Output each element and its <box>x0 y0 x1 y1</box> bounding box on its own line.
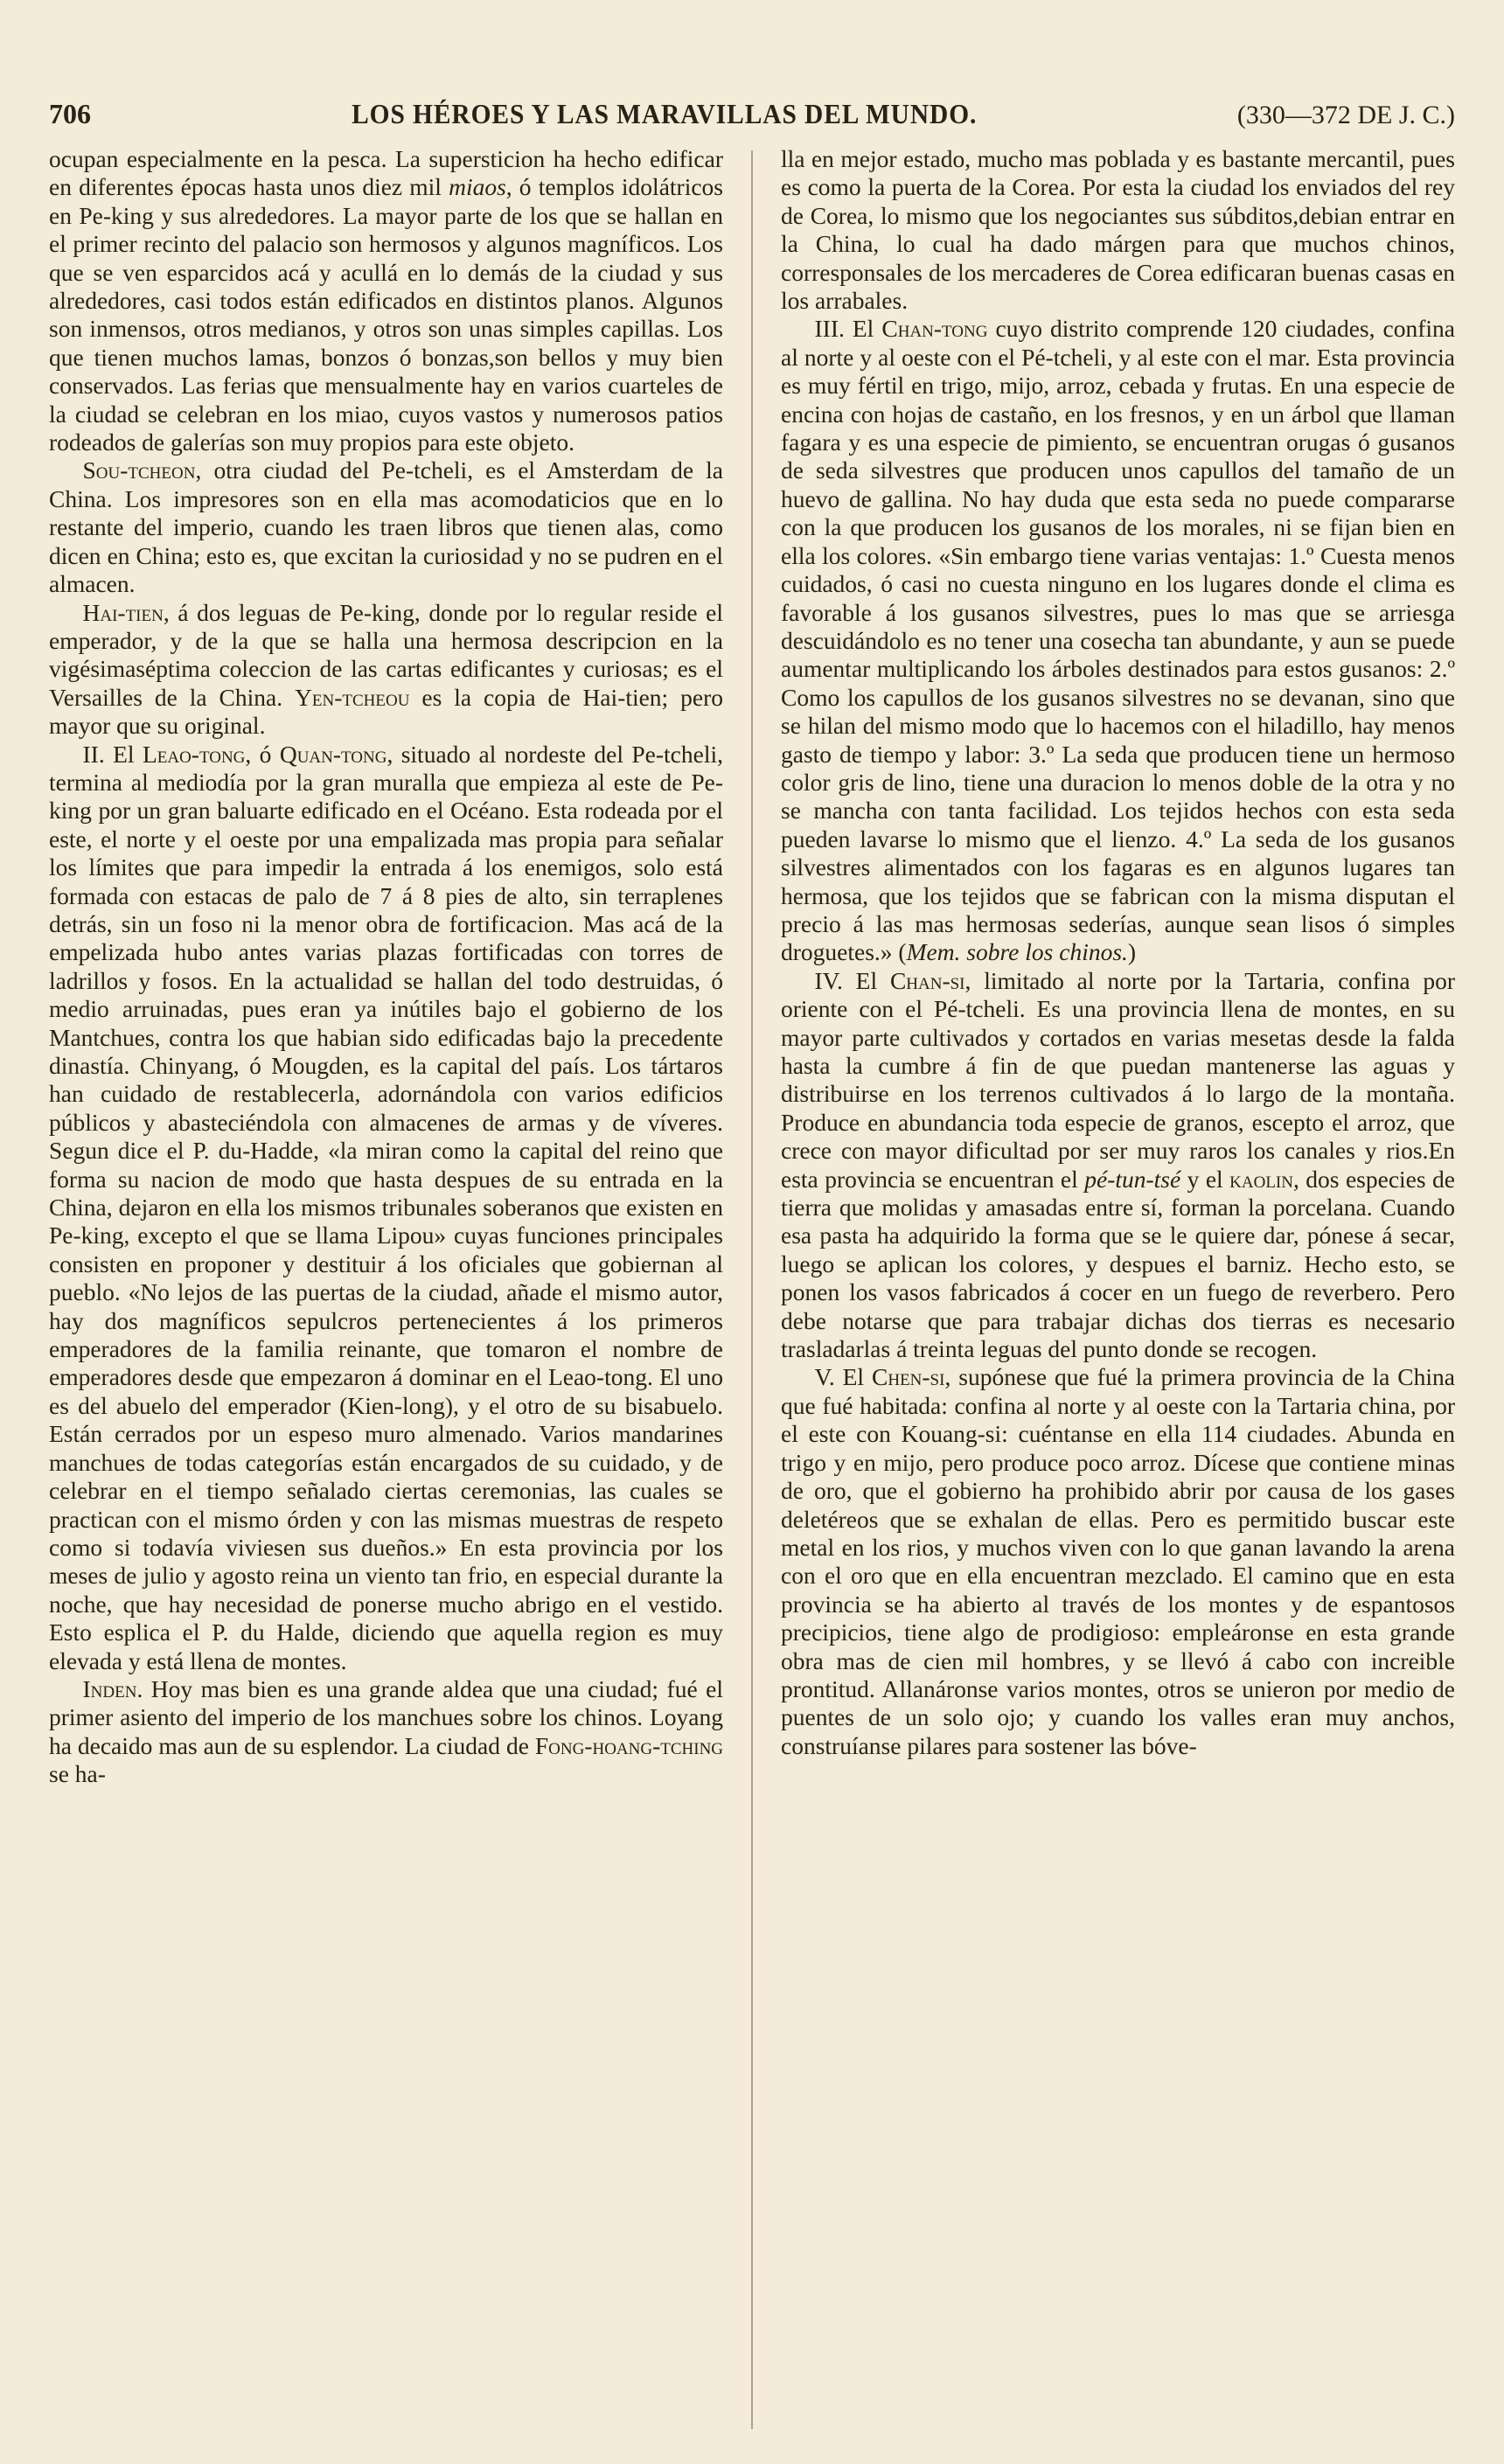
paragraph: V. El Chen-si, supónese que fué la primera provincia de la China que fué habitada: confina al norte y al oeste con la Tartaria china, por el este con Kouang-si: cuéntanse en ella 114 ciudades. Abunda en trigo y en mijo, pero produce poco arroz. Dícese que contiene minas de oro, que el gobierno ha prohibido abrir por causa de los gases deletéreos que se exhalan de ellas. Pero es permitido buscar este metal en los rios, y muchos viven con lo que ganan lavando la arena con el oro que en ella encuentran mezclado. El camino que en esta provincia se ha abierto al través de los montes y de espantosos precipicios, tiene algo de prodigioso: empleáronse en esta grande obra mas de cien mil hombres, y se llevó á cabo con increible prontitud. Allanáronse varios montes, otros se unieron por medio de puentes de un solo ojo; y cuando los valles eran muy anchos, construíanse pilares para sostener las bóve- <box>781 1363 1455 1759</box>
left-column <box>49 145 723 2429</box>
column-divider <box>751 150 753 2429</box>
paragraph: ocupan especialmente en la pesca. La supersticion ha hecho edificar en diferentes épocas hasta unos diez mil miaos, ó templos idolátricos en Pe-king y sus alrededores. La mayor parte de los que se hallan en el primer recinto del palacio son hermosos y algunos magníficos. Los que se ven esparcidos acá y acullá en lo demás de la ciudad y sus alrededores, casi todos están edificados en distintos planos. Algunos son inmensos, otros medianos, y otros son unas simples capillas. Los que tienen muchos lamas, bonzos ó bonzas,son bellos y muy bien conservados. Las ferias que mensualmente hay en varios cuarteles de la ciudad se celebran en los miao, cuyos vastos y numerosos patios rodeados de galerías son muy propios para este objeto. <box>49 145 723 456</box>
paragraph: IV. El Chan-si, limitado al norte por la Tartaria, confina por oriente con el Pé-tcheli. Es una provincia llena de montes, en su mayor parte cultivados y cortados en varias mesetas desde la falda hasta la cumbre á fin de que puedan mantenerse las aguas y distribuirse en los terrenos cultivados á lo largo de la montaña. Produce en abundancia toda especie de granos, escepto el arroz, que crece con mayor dificultad por ser muy raros los canales y rios.En esta provincia se encuentran el pé-tun-tsé y el kaolin, dos especies de tierra que molidas y amasadas entre sí, forman la porcelana. Cuando esa pasta ha adquirido la forma que se le quiere dar, pónese á secar, luego se aplican los colores, y despues el barniz. Hecho esto, se ponen los vasos fabricados á cocer en un fuego de reverbero. Pero debe notarse que para trabajar dichas dos tierras es necesario trasladarlas á treinta leguas del punto donde se recogen. <box>781 966 1455 1363</box>
running-header <box>49 98 1455 140</box>
date-range: (330—372 DE J. C.) <box>1236 101 1455 129</box>
paragraph: Sou-tcheon, otra ciudad del Pe-tcheli, es el Amsterdam de la China. Los impresores son en ella mas acomodaticios que en lo restante del imperio, cuando les traen libros que tienen alas, como dicen en China; esto es, que excitan la curiosidad y no se pudren en el almacen. <box>49 456 723 598</box>
paragraph: lla en mejor estado, mucho mas poblada y es bastante mercantil, pues es como la puerta de la Corea. Por esta la ciudad los enviados del rey de Corea, lo mismo que los negociantes sus súbditos,debian entrar en la China, lo cual ha dado márgen para que muchos chinos, corresponsales de los mercaderes de Corea edificaran buenas casas en los arrabales. <box>781 145 1455 315</box>
right-column <box>781 145 1455 2429</box>
paragraph: III. El Chan-tong cuyo distrito comprende 120 ciudades, confina al norte y al oeste con el Pé-tcheli, y al este con el mar. Esta provincia es muy fértil en trigo, mijo, arroz, cebada y frutas. En una especie de encina con hojas de castaño, en los fresnos, y en un árbol que llaman fagara y es una especie de pimiento, se encuentran orugas ó gusanos de seda silvestres que producen unos capullos del tamaño de un huevo de gallina. No hay duda que esta seda no puede compararse con la que producen los gusanos de los morales, ni se fijan bien en ella los colores. «Sin embargo tiene varias ventajas: 1.º Cuesta menos cuidados, ó casi no cuesta ninguno en los lugares donde el clima es favorable á los gusanos silvestres, pues lo mas que se arriesga descuidándolo es no tener una cosecha tan abundante, y aun se puede aumentar multiplicando los árboles destinados para estos gusanos: 2.º Como los capullos de los gusanos silvestres no se devanan, sino que se hilan del mismo modo que lo hacemos con el hiladillo, hay menos gasto de tiempo y labor: 3.º La seda que producen tiene un hermoso color gris de lino, tiene una duracion lo menos doble de la otra y no se mancha con tanta facilidad. Los tejidos hechos con esta seda pueden lavarse lo mismo que el lienzo. 4.º La seda de los gusanos silvestres alimentados con los fagaras es en algunos lugares tan hermosa, que los tejidos que se fabrican con la misma disputan el precio á las mas hermosas sederías, aunque sean lisos ó simples droguetes.» (Mem. sobre los chinos.) <box>781 315 1455 966</box>
paragraph: II. El Leao-tong, ó Quan-tong, situado al nordeste del Pe-tcheli, termina al mediodía por la gran muralla que empieza al este de Pe-king por un gran baluarte edificado en el Océano. Esta rodeada por el este, el norte y el oeste por una empalizada mas propia para señalar los límites que para impedir la entrada á los enemigos, solo está formada con estacas de palo de 7 á 8 pies de alto, sin terraplenes detrás, sin un foso ni la menor obra de fortificacion. Mas acá de la empelizada hubo antes varias plazas fortificadas con torres de ladrillos y fosos. En la actualidad se hallan del todo destruidas, ó medio arruinadas, pues eran ya inútiles bajo el gobierno de los Mantchues, contra los que habian sido edificadas bajo la precedente dinastía. Chinyang, ó Mougden, es la capital del país. Los tártaros han cuidado de restablecerla, adornándola con varios edificios públicos y abasteciéndola con almacenes de armas y de víveres. Segun dice el P. du-Hadde, «la miran como la capital del reino que forma su nacion de modo que hasta despues de su entrada en la China, dejaron en ella los mismos tribunales soberanos que existen en Pe-king, excepto el que se llama Lipou» cuyas funciones principales consisten en proponer y destituir á los oficiales que gobiernan al pueblo. «No lejos de las puertas de la ciudad, añade el mismo autor, hay dos magníficos sepulcros pertenecientes á los primeros emperadores de la familia reinante, que tomaron el nombre de emperadores desde que empezaron á dominar en el Leao-tong. El uno es del abuelo del emperador (Kien-long), y el otro de su bisabuelo. Están cerrados por un espeso muro almenado. Varios mandarines manchues de todas categorías están encargados de su cuidado, y de celebrar en el tiempo señalado ciertas ceremonias, las cuales se practican con el mismo órden y con las mismas muestras de respeto como si todavía viviesen sus dueños.» En esta provincia por los meses de julio y agosto reina un viento tan frio, en especial durante la noche, que hay necesidad de ponerse mucho abrigo en el vestido. Esto esplica el P. du Halde, diciendo que aquella region es muy elevada y está llena de montes. <box>49 740 723 1674</box>
paragraph: Hai-tien, á dos leguas de Pe-king, donde por lo regular reside el emperador, y de la que se halla una hermosa descripcion en la vigésimaséptima coleccion de las cartas edificantes y curiosas; es el Versailles de la China. Yen-tcheou es la copia de Hai-tien; pero mayor que su original. <box>49 598 723 740</box>
page-number: 706 <box>49 98 91 129</box>
running-title: LOS HÉROES Y LAS MARAVILLAS DEL MUNDO. <box>351 98 978 129</box>
text-columns <box>49 145 1455 2429</box>
paragraph: Inden. Hoy mas bien es una grande aldea que una ciudad; fué el primer asiento del imperio de los manchues sobre los chinos. Loyang ha decaido mas aun de su esplendor. La ciudad de Fong-hoang-tching se ha- <box>49 1674 723 1788</box>
